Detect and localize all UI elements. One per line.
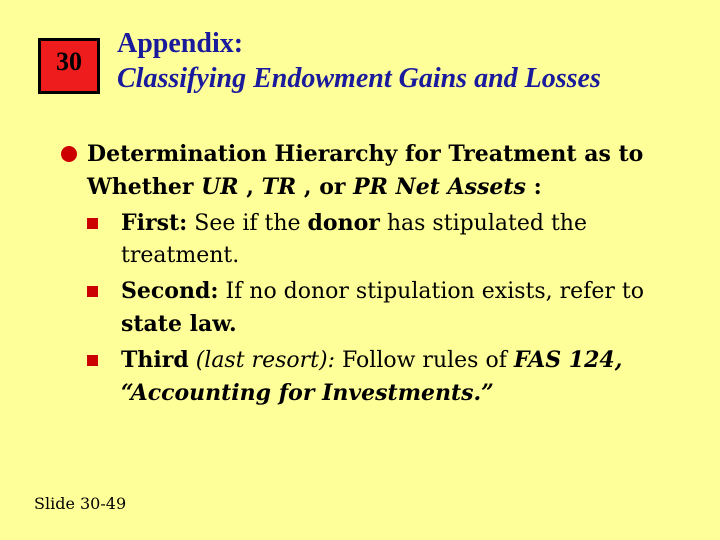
- chapter-number: 30: [41, 41, 97, 91]
- title-line-2: Classifying Endowment Gains and Losses: [117, 63, 601, 94]
- round-bullet-icon: [61, 146, 77, 162]
- slide-title: [117, 26, 601, 96]
- square-bullet-icon: [87, 218, 98, 229]
- main-bullet: [60, 138, 700, 204]
- sub-bullet-third: [60, 344, 700, 410]
- sub-bullet-text: Second: If no donor stipulation exists, refer to state law.: [121, 278, 644, 337]
- square-bullet-icon: [87, 286, 98, 297]
- main-bullet-text: Determination Hierarchy for Treatment as to Whether UR , TR , or PR Net Assets :: [87, 141, 644, 200]
- sub-bullet-text: Third (last resort): Follow rules of FAS 124, “Accounting for Investments.”: [121, 347, 623, 406]
- sub-bullet-second: [60, 275, 700, 341]
- slide-content: [60, 138, 700, 410]
- title-line-1: Appendix:: [117, 28, 244, 59]
- square-bullet-icon: [87, 355, 98, 366]
- sub-bullet-text: First: See if the donor has stipulated the treatment.: [121, 210, 587, 268]
- sub-bullet-first: [60, 207, 700, 272]
- chapter-badge: [38, 38, 100, 94]
- slide-number: Slide 30-49: [34, 494, 127, 513]
